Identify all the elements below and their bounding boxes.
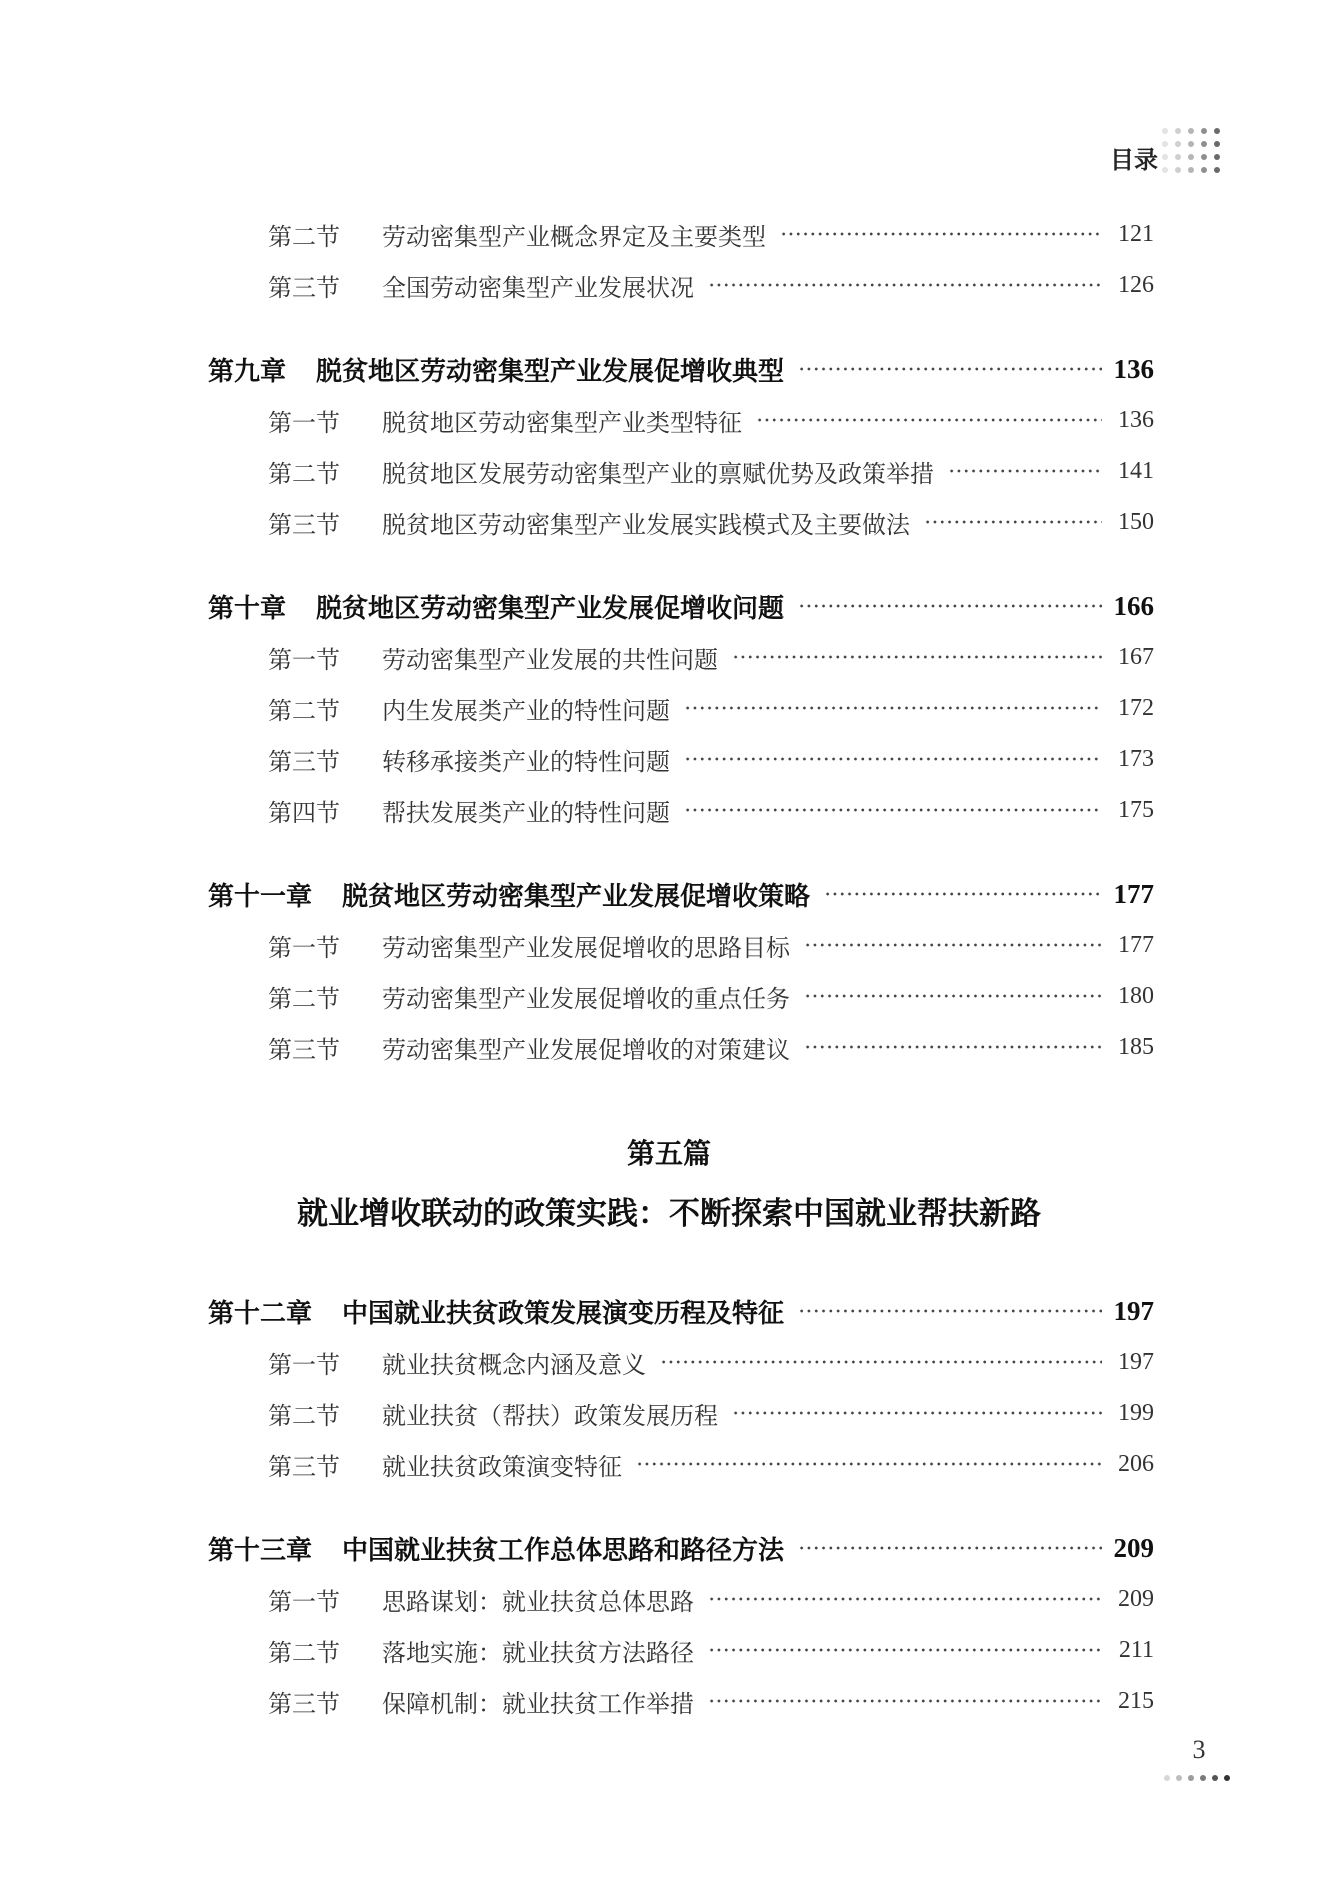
toc-entry-number: 第一节 — [268, 933, 340, 962]
toc-dot-leader — [824, 891, 1101, 897]
toc-dot-leader — [684, 705, 1102, 711]
toc-entry-number: 第三节 — [268, 273, 340, 302]
toc-entry-title: 劳动密集型产业发展的共性问题 — [382, 645, 718, 674]
toc-entry-page: 185 — [1118, 1033, 1154, 1060]
toc-entry-title: 全国劳动密集型产业发展状况 — [382, 273, 694, 302]
toc-chapter-entry[interactable] — [208, 1528, 1154, 1568]
toc-entry-page: 136 — [1113, 353, 1154, 384]
toc-entry-number: 第九章 — [208, 356, 287, 387]
toc-entry-number: 第一节 — [268, 645, 340, 674]
toc-dot-leader — [948, 468, 1102, 474]
toc-section-entry[interactable] — [268, 214, 1154, 254]
toc-entry-page: 173 — [1118, 745, 1154, 772]
toc-section-entry[interactable] — [268, 1027, 1154, 1067]
toc-section-entry[interactable] — [268, 1444, 1154, 1484]
toc-entry-number: 第二节 — [268, 222, 340, 251]
toc-entry-title: 劳动密集型产业发展促增收的重点任务 — [382, 984, 790, 1013]
toc-entry-page: 175 — [1118, 796, 1154, 823]
toc-entry-number: 第十三章 — [208, 1535, 313, 1566]
toc-section-entry[interactable] — [268, 451, 1154, 491]
toc-dot-leader — [708, 282, 1102, 288]
toc-entry-page: 206 — [1118, 1450, 1154, 1477]
toc-entry-title: 帮扶发展类产业的特性问题 — [382, 798, 670, 827]
toc-entry-page: 177 — [1118, 931, 1154, 958]
toc-entry-page: 199 — [1118, 1399, 1154, 1426]
toc-entry-number: 第十章 — [208, 593, 287, 624]
toc-entry-page: 136 — [1118, 406, 1154, 433]
toc-section-entry[interactable] — [268, 637, 1154, 677]
toc-entry-page: 126 — [1118, 271, 1154, 298]
toc-entry-title: 就业扶贫政策演变特征 — [382, 1452, 622, 1481]
header-title: 目录 — [1110, 146, 1158, 174]
toc-entry-title: 保障机制：就业扶贫工作举措 — [382, 1689, 694, 1718]
toc-dot-leader — [636, 1461, 1102, 1467]
toc-section-entry[interactable] — [268, 1393, 1154, 1433]
toc-dot-leader — [804, 993, 1102, 999]
toc-section-entry[interactable] — [268, 925, 1154, 965]
toc-entry-page: 209 — [1118, 1585, 1154, 1612]
toc-section-entry[interactable] — [268, 739, 1154, 779]
toc-section-entry[interactable] — [268, 1681, 1154, 1721]
toc-entry-number: 第一节 — [268, 1350, 340, 1379]
toc-entry-page: 150 — [1118, 508, 1154, 535]
toc-entry-page: 197 — [1113, 1295, 1154, 1326]
toc-dot-leader — [732, 654, 1102, 660]
toc-entry-title: 就业扶贫（帮扶）政策发展历程 — [382, 1401, 718, 1430]
toc-entry-number: 第二节 — [268, 1638, 340, 1667]
toc-entry-number: 第四节 — [268, 798, 340, 827]
toc-section-entry[interactable] — [268, 688, 1154, 728]
toc-section-entry[interactable] — [268, 265, 1154, 305]
toc-entry-number: 第三节 — [268, 1689, 340, 1718]
toc-entry-number: 第三节 — [268, 747, 340, 776]
toc-entry-page: 211 — [1118, 1636, 1154, 1663]
toc-entry-number: 第二节 — [268, 696, 340, 725]
toc-entry-title: 落地实施：就业扶贫方法路径 — [382, 1638, 694, 1667]
toc-entry-page: 121 — [1118, 220, 1154, 247]
toc-entry-number: 第一节 — [268, 1587, 340, 1616]
toc-entry-title: 脱贫地区发展劳动密集型产业的禀赋优势及政策举措 — [382, 459, 934, 488]
toc-dot-leader — [756, 417, 1102, 423]
toc-entry-number: 第三节 — [268, 510, 340, 539]
toc-dot-leader — [798, 1308, 1101, 1314]
toc-chapter-entry[interactable] — [208, 1291, 1154, 1331]
toc-entry-title: 中国就业扶贫工作总体思路和路径方法 — [342, 1535, 785, 1566]
toc-entry-title: 脱贫地区劳动密集型产业发展促增收典型 — [316, 356, 785, 387]
toc-dot-leader — [708, 1596, 1102, 1602]
toc-dot-leader — [684, 756, 1102, 762]
toc-entry-title: 转移承接类产业的特性问题 — [382, 747, 670, 776]
toc-entry-number: 第十二章 — [208, 1298, 313, 1329]
toc-entry-number: 第二节 — [268, 984, 340, 1013]
decorative-dots-icon — [1162, 128, 1230, 184]
toc-entry-number: 第十一章 — [208, 881, 313, 912]
toc-entry-title: 脱贫地区劳动密集型产业发展促增收策略 — [342, 881, 811, 912]
toc-entry-number: 第三节 — [268, 1035, 340, 1064]
toc-dot-leader — [798, 366, 1101, 372]
toc-section-entry[interactable] — [268, 976, 1154, 1016]
toc-entry-page: 215 — [1118, 1687, 1154, 1714]
footer-dots-icon — [1164, 1773, 1244, 1785]
toc-entry-title: 脱贫地区劳动密集型产业类型特征 — [382, 408, 742, 437]
toc-entry-title: 内生发展类产业的特性问题 — [382, 696, 670, 725]
toc-entry-page: 166 — [1113, 590, 1154, 621]
toc-entry-page: 180 — [1118, 982, 1154, 1009]
toc-entry-page: 209 — [1113, 1532, 1154, 1563]
toc-dot-leader — [732, 1410, 1102, 1416]
toc-entry-title: 劳动密集型产业概念界定及主要类型 — [382, 222, 766, 251]
toc-dot-leader — [804, 1044, 1102, 1050]
toc-dot-leader — [708, 1698, 1102, 1704]
toc-chapter-entry[interactable] — [208, 586, 1154, 626]
toc-entry-page: 197 — [1118, 1348, 1154, 1375]
toc-entry-title: 中国就业扶贫政策发展演变历程及特征 — [342, 1298, 785, 1329]
toc-entry-number: 第一节 — [268, 408, 340, 437]
page-number: 3 — [1192, 1735, 1206, 1764]
toc-entry-title: 劳动密集型产业发展促增收的思路目标 — [382, 933, 790, 962]
toc-dot-leader — [780, 231, 1102, 237]
toc-dot-leader — [804, 942, 1102, 948]
toc-entry-page: 177 — [1113, 878, 1154, 909]
part-subtitle: 就业增收联动的政策实践：不断探索中国就业帮扶新路 — [297, 1196, 1041, 1232]
toc-entry-number: 第三节 — [268, 1452, 340, 1481]
toc-section-entry[interactable] — [268, 1630, 1154, 1670]
toc-dot-leader — [660, 1359, 1102, 1365]
toc-entry-title: 脱贫地区劳动密集型产业发展促增收问题 — [316, 593, 785, 624]
toc-section-entry[interactable] — [268, 1579, 1154, 1619]
toc-dot-leader — [708, 1647, 1102, 1653]
toc-entry-page: 167 — [1118, 643, 1154, 670]
toc-entry-title: 脱贫地区劳动密集型产业发展实践模式及主要做法 — [382, 510, 910, 539]
toc-dot-leader — [684, 807, 1102, 813]
toc-chapter-entry[interactable] — [208, 349, 1154, 389]
toc-dot-leader — [924, 519, 1102, 525]
toc-section-entry[interactable] — [268, 790, 1154, 830]
toc-entry-title: 劳动密集型产业发展促增收的对策建议 — [382, 1035, 790, 1064]
toc-dot-leader — [798, 603, 1101, 609]
toc-section-entry[interactable] — [268, 400, 1154, 440]
toc-entry-title: 就业扶贫概念内涵及意义 — [382, 1350, 646, 1379]
toc-entry-number: 第二节 — [268, 459, 340, 488]
toc-section-entry[interactable] — [268, 1342, 1154, 1382]
toc-dot-leader — [798, 1545, 1101, 1551]
part-label: 第五篇 — [626, 1137, 711, 1170]
toc-entry-page: 172 — [1118, 694, 1154, 721]
toc-chapter-entry[interactable] — [208, 874, 1154, 914]
toc-entry-number: 第二节 — [268, 1401, 340, 1430]
toc-entry-page: 141 — [1118, 457, 1154, 484]
toc-entry-title: 思路谋划：就业扶贫总体思路 — [382, 1587, 694, 1616]
toc-section-entry[interactable] — [268, 502, 1154, 542]
